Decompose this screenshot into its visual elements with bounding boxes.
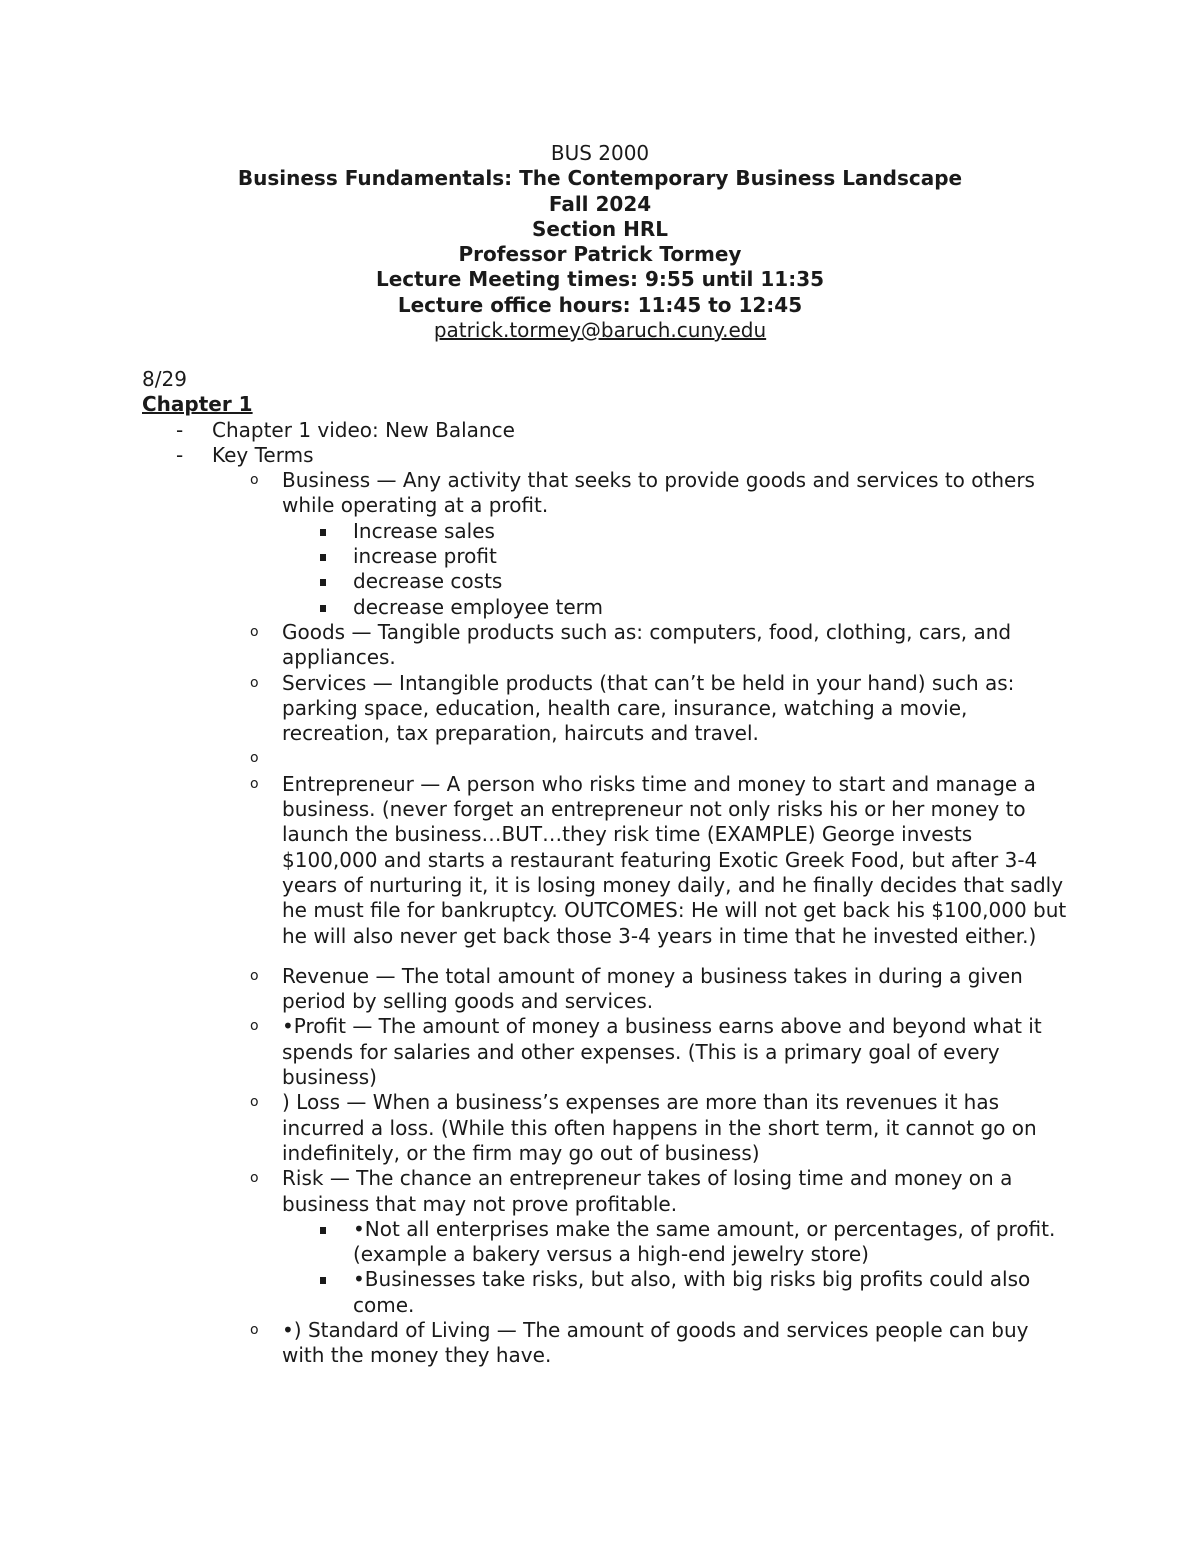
list-item xyxy=(142,418,1072,443)
square-bullet xyxy=(320,1277,326,1284)
notes-body xyxy=(142,367,1072,1369)
circle-bullet: o xyxy=(250,967,259,984)
sub-item xyxy=(142,1217,1072,1268)
square-bullet xyxy=(320,1227,326,1234)
square-bullet xyxy=(320,579,326,586)
sub-item-text: Increase sales xyxy=(353,518,495,543)
sub-item xyxy=(142,595,1072,620)
term-entrepreneur xyxy=(142,772,1072,949)
term-text: •) Standard of Living — The amount of goods and services people can buy with the money they have. xyxy=(282,1317,1029,1368)
sub-item xyxy=(142,519,1072,544)
sub-item-text: decrease employee term xyxy=(353,594,603,619)
term-profit xyxy=(142,1014,1072,1090)
spacer xyxy=(142,949,1072,964)
circle-bullet: o xyxy=(250,472,259,489)
term-goods xyxy=(142,620,1072,671)
professor-email-link[interactable]: patrick.tormey@baruch.cuny.edu xyxy=(433,318,767,343)
circle-bullet: o xyxy=(250,750,259,767)
dash-bullet: - xyxy=(176,442,184,467)
circle-bullet: o xyxy=(250,674,259,691)
term-business xyxy=(142,468,1072,519)
meeting-times: Lecture Meeting times: 9:55 until 11:35 xyxy=(375,267,825,292)
square-bullet xyxy=(320,554,326,561)
dash-bullet: - xyxy=(176,417,184,442)
sub-item xyxy=(142,569,1072,594)
course-code: BUS 2000 xyxy=(550,141,650,165)
square-bullet xyxy=(320,605,326,612)
circle-bullet: o xyxy=(250,1018,259,1035)
term-services xyxy=(142,671,1072,747)
sub-item xyxy=(142,544,1072,569)
circle-bullet: o xyxy=(250,1094,259,1111)
term-text: Business — Any activity that seeks to provide goods and services to others while operating at a profit. xyxy=(282,468,1035,518)
sub-item xyxy=(142,1267,1072,1318)
course-section: Section HRL xyxy=(531,216,669,241)
professor-name: Professor Patrick Tormey xyxy=(458,242,742,267)
term-text: Goods — Tangible products such as: computers, food, clothing, cars, and appliances. xyxy=(282,619,1012,670)
circle-bullet: o xyxy=(250,775,259,792)
lecture-date: 8/29 xyxy=(142,367,187,391)
term-text: Revenue — The total amount of money a business takes in during a given period by selling goods and services. xyxy=(282,963,1023,1014)
term-text: ) Loss — When a business’s expenses are more than its revenues it has incurred a loss. (While this often happens in the short term, it cannot go on indefinitely, or the firm may go out of business) xyxy=(282,1090,1037,1165)
office-hours: Lecture office hours: 11:45 to 12:45 xyxy=(397,292,803,317)
term-text: •Profit — The amount of money a business earns above and beyond what it spends for salaries and other expenses. (This is a primary goal of every business) xyxy=(282,1014,1042,1090)
video-item: Chapter 1 video: New Balance xyxy=(212,417,515,442)
course-term: Fall 2024 xyxy=(548,191,652,216)
sub-item-text: increase profit xyxy=(353,544,497,569)
key-terms-item: Key Terms xyxy=(212,442,314,467)
chapter-heading: Chapter 1 xyxy=(142,392,253,417)
square-bullet xyxy=(320,529,326,536)
circle-bullet: o xyxy=(250,1321,259,1338)
term-risk xyxy=(142,1166,1072,1217)
term-standard-of-living xyxy=(142,1318,1072,1369)
circle-bullet: o xyxy=(250,623,259,640)
term-loss xyxy=(142,1090,1072,1166)
term-text: Services — Intangible products (that can’t be held in your hand) such as: parking space, education, health care, insurance, watching a movie, recreation, tax preparation, haircuts and travel. xyxy=(282,670,1015,746)
sub-item-text: decrease costs xyxy=(353,569,503,594)
empty-item xyxy=(142,746,1072,771)
course-header xyxy=(0,141,1200,343)
term-text: Entrepreneur — A person who risks time and money to start and manage a business. (never forget an entrepreneur not only risks his or her money to launch the business…BUT…they risk time (EXAMPLE) George invests $100,000 and starts a restaurant featuring Exotic Greek Food, but after 3-4 years of nurturing it, it is losing money daily, and he finally decides that sadly he must file for bankruptcy. OUTCOMES: He will not get back his $100,000 but he will also never get back those 3-4 years in time that he invested either.) xyxy=(282,771,1067,948)
circle-bullet: o xyxy=(250,1170,259,1187)
term-text xyxy=(282,746,288,770)
term-text: Risk — The chance an entrepreneur takes of losing time and money on a business that may not prove profitable. xyxy=(282,1166,1013,1216)
course-title: Business Fundamentals: The Contemporary Business Landscape xyxy=(237,166,963,191)
sub-item-text: •Not all enterprises make the same amount, or percentages, of profit. (example a bakery versus a high-end jewelry store) xyxy=(353,1216,1056,1267)
sub-item-text: •Businesses take risks, but also, with big risks big profits could also come. xyxy=(353,1267,1031,1317)
term-revenue xyxy=(142,964,1072,1015)
list-item xyxy=(142,443,1072,468)
